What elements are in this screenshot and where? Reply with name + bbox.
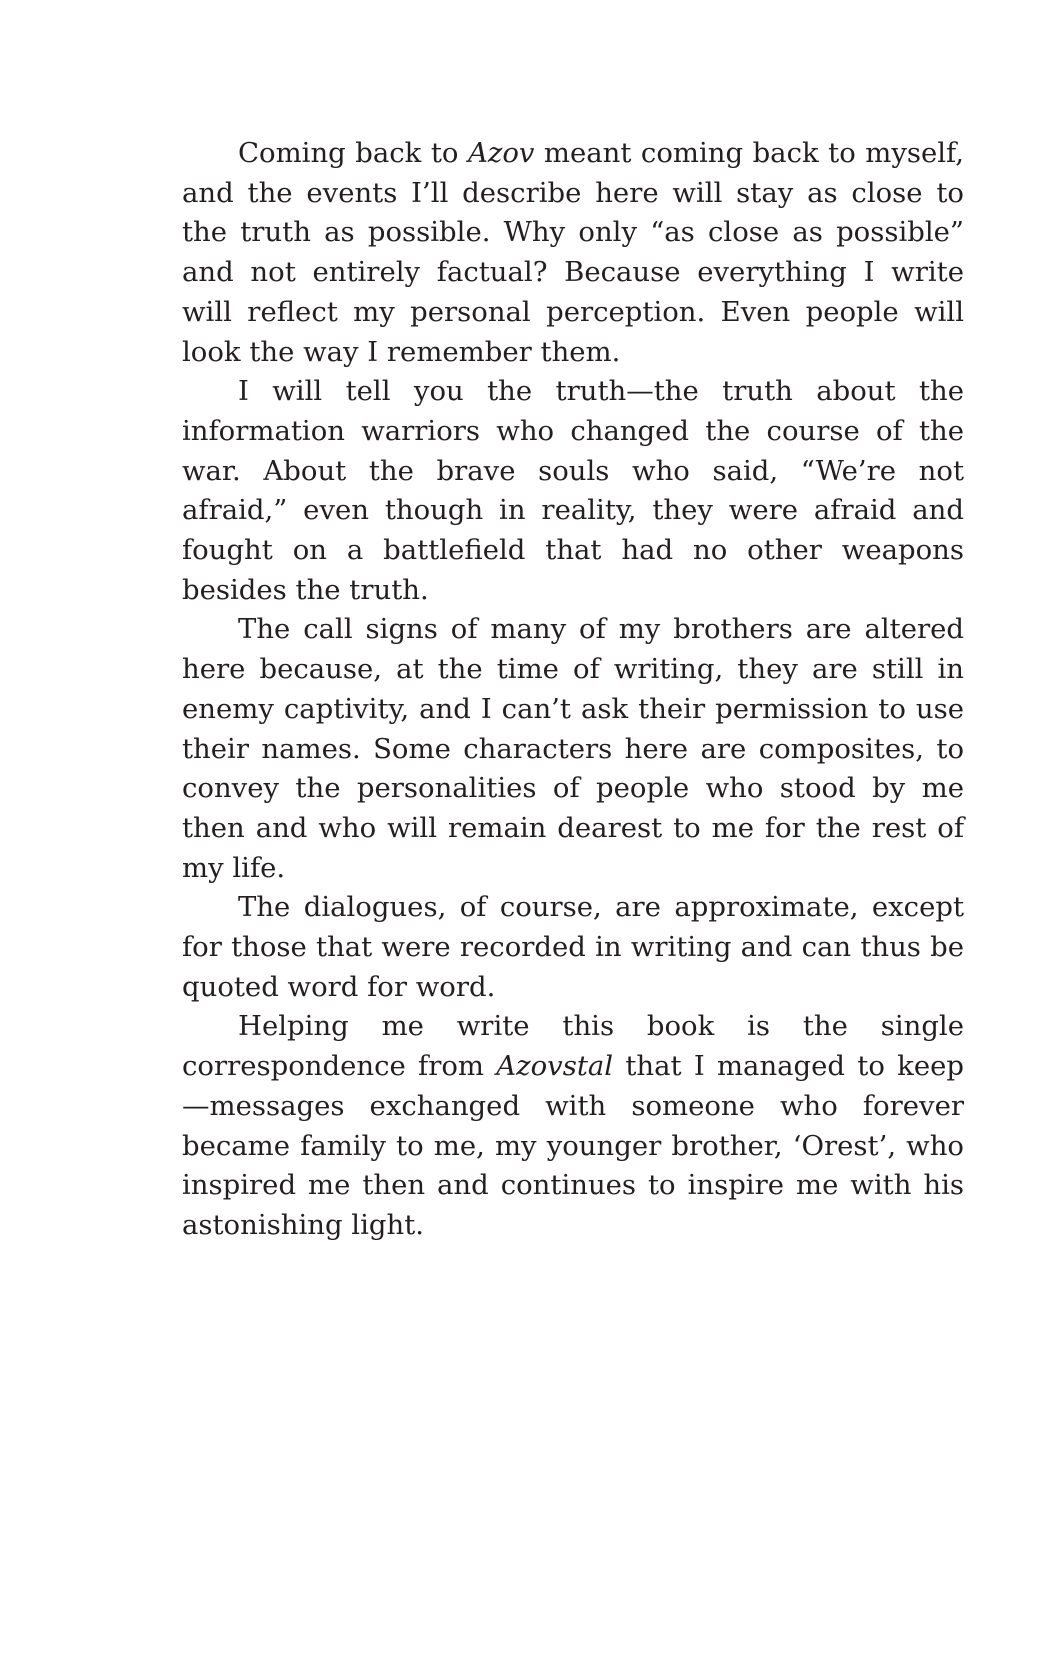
text-run: that I managed to keep—messages exchanged with someone who forever became family to me, my younger brother, ‘Orest’, who inspired me then and continues to inspire me with his astonishing light.: [182, 1050, 964, 1241]
text-run: The call signs of many of my brothers are altered here because, at the time of writing, they are still in enemy captivity, and I can’t ask their permission to use their names. Some characters here are composites, to convey the personalities of people who stood by me then and who will remain dearest to me for the rest of my life.: [182, 613, 964, 884]
paragraph: [182, 1007, 964, 1245]
text-run: Coming back to: [238, 137, 468, 169]
text-run: Helping me write this book is the single correspondence from: [182, 1010, 964, 1083]
text-run: meant coming back to myself, and the events I’ll describe here will stay as close to the truth as possible. Why only “as close as possible” and not entirely factual? Because everything I write will reflect my personal perception. Even people will look the way I remember them.: [182, 137, 964, 368]
paragraph: [182, 610, 964, 888]
italic-title: Azovstal: [496, 1050, 614, 1083]
text-run: I will tell you the truth—the truth about the information warriors who changed the course of the war. About the brave souls who said, “We’re not afraid,” even though in reality, they were afraid and fought on a battlefield that had no other weapons besides the truth.: [182, 375, 964, 606]
paragraph: [182, 888, 964, 1007]
body-text: [182, 134, 964, 1246]
text-run: The dialogues, of course, are approximate, except for those that were recorded in writing and can thus be quoted word for word.: [182, 891, 964, 1003]
italic-title: Azov: [467, 137, 535, 169]
paragraph: [182, 134, 964, 372]
paragraph: [182, 372, 964, 610]
